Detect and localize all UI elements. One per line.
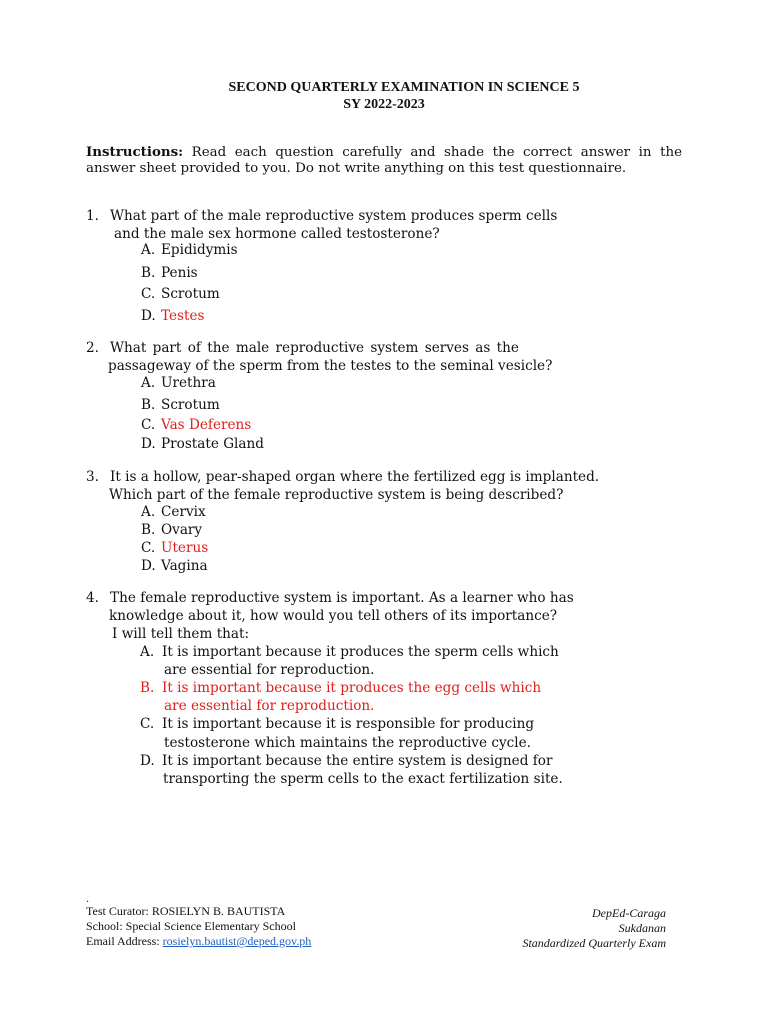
question-stem-line1: What part of the male reproductive system produces sperm cells	[110, 208, 558, 224]
question-stem-line2: knowledge about it, how would you tell others of its importance?	[109, 608, 558, 624]
question-stem-line2: Which part of the female reproductive system is being described?	[109, 487, 564, 503]
option-d: D. Prostate Gland	[141, 436, 264, 452]
question-4-line3	[112, 625, 249, 643]
instructions-label: Instructions:	[86, 144, 184, 160]
question-4-line2	[109, 607, 557, 625]
question-stem-line2: and the male sex hormone called testosterone?	[114, 226, 440, 242]
option-c-correct: C. Uterus	[141, 540, 209, 556]
option-a-line2: are essential for reproduction.	[164, 662, 375, 678]
email-link[interactable]: rosielyn.bautist@deped.gov.ph	[162, 934, 312, 948]
option-a: A. Cervix	[141, 504, 206, 520]
test-curator: Test Curator: ROSIELYN B. BAUTISTA	[86, 904, 286, 918]
option-c-correct: C. Vas Deferens	[141, 417, 252, 433]
option-b-line2: are essential for reproduction.	[164, 698, 375, 714]
email-line	[86, 934, 311, 949]
option-b: B. Ovary	[141, 522, 203, 538]
footer-deped-info	[522, 906, 666, 951]
question-number: 4.	[86, 590, 99, 606]
option-a: A. Epididymis	[141, 242, 238, 258]
standardized-exam: Standardized Quarterly Exam	[522, 936, 666, 950]
question-stem-line1: It is a hollow, pear-shaped organ where the fertilized egg is implanted.	[110, 469, 600, 485]
footer-curator-info	[86, 904, 311, 949]
deped-region: DepEd-Caraga	[592, 906, 666, 920]
option-b: B. Penis	[141, 265, 198, 281]
question-stem-line1: The female reproductive system is important. As a learner who has	[110, 590, 574, 606]
instructions	[86, 144, 682, 177]
question-stem-line1: What part of the male reproductive system serves as the	[110, 340, 519, 356]
exam-title: SECOND QUARTERLY EXAMINATION IN SCIENCE 5	[228, 80, 580, 95]
instructions-text: Read each question carefully and shade the correct answer in the answer sheet provided to you. Do not write anything on this test questionnaire.	[86, 145, 682, 176]
option-c: C. Scrotum	[141, 286, 220, 302]
option-b: B. Scrotum	[141, 397, 220, 413]
option-d-correct: D. Testes	[141, 308, 205, 324]
footer-dot: .	[86, 894, 90, 905]
question-number: 1.	[86, 208, 99, 224]
question-number: 2.	[86, 340, 99, 356]
question-stem-line2: passageway of the sperm from the testes to the seminal vesicle?	[108, 358, 553, 374]
exam-page: SECOND QUARTERLY EXAMINATION IN SCIENCE 5 SY 2022-2023 Instructions: Read each question carefully and shade the correct answer in the answer sheet provided to you. Do not write anything on this test questionnaire. 1. What part of the male reproductive system produces sperm cells and the male sex hormone called testosterone? A. Epididymis B. Penis C. Scrotum D. Testes 2. What part of the male reproductive system serves as the passageway of the sperm from the testes to the seminal vesicle? A. Urethra B. Scrotum C. Vas Deferens D. Prostate Gland 3. It is a hollow, pear-shaped organ where the fertilized egg is implanted. Which part of the female reproductive system is being described? A. Cervix B. Ovary C. Uterus D. Vagina 4. The female reproductive system is important. As a learner who has knowledge about it, how would you tell others of its importance? I will tell them that: A. It is important because it produces the sperm cells which are essential for reproduction. B. It is important because it produces the egg cells which are essential for reproduction. C. It is important because it is responsible for producing testosterone which maintains the reproductive cycle. D. It is important because the entire system is designed for transporting the sperm cells to the exact fertilization site. . Test Curator: ROSIELYN B. BAUTISTA School: Special Science Elementary School Email Address: rosielyn.bautist@deped.gov.ph DepEd-Caraga Sukdanan Standardized Quarterly Exam	[0, 0, 768, 1024]
option-c-line2: testosterone which maintains the reproductive cycle.	[164, 735, 531, 751]
question-2-line2	[108, 357, 552, 375]
question-number: 3.	[86, 469, 99, 485]
sukdanan: Sukdanan	[618, 921, 666, 935]
option-d-line2: transporting the sperm cells to the exact fertilization site.	[163, 771, 563, 787]
option-a: A. Urethra	[141, 375, 216, 391]
question-stem-line3: I will tell them that:	[112, 626, 250, 642]
school-name: School: Special Science Elementary School	[86, 919, 296, 933]
email-label: Email Address:	[86, 934, 163, 948]
school-year: SY 2022-2023	[343, 97, 425, 112]
option-d: D. Vagina	[141, 558, 208, 574]
question-3-line2	[109, 486, 563, 504]
